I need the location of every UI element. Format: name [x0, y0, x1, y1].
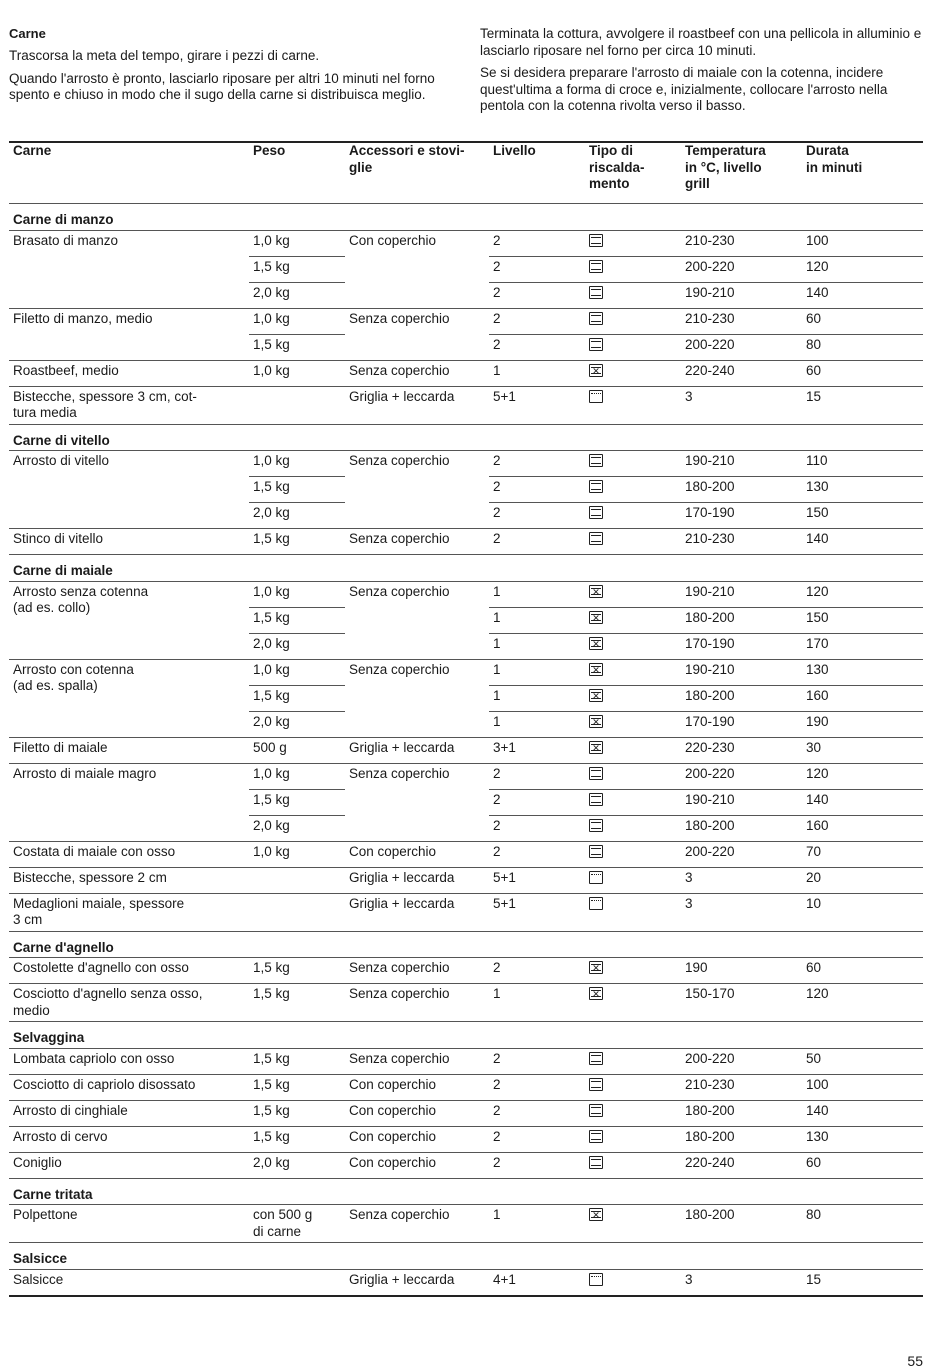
weight-cell: 1,5 kg [249, 256, 345, 282]
heating-cell [585, 789, 681, 815]
cut-name: Arrosto senza cotenna (ad es. collo) [9, 581, 249, 659]
cut-name: Salsicce [9, 1269, 249, 1296]
duration-cell: 20 [802, 867, 923, 893]
hot-air-grill-icon [589, 1208, 603, 1221]
temperature-cell: 190-210 [681, 451, 802, 477]
duration-cell: 130 [802, 477, 923, 503]
weight-cell: 1,5 kg [249, 1100, 345, 1126]
temperature-cell: 190-210 [681, 282, 802, 308]
weight-cell: 1,5 kg [249, 789, 345, 815]
section-row [9, 1178, 923, 1205]
accessory-cell: Senza coperchio [345, 659, 489, 737]
duration-cell: 60 [802, 958, 923, 984]
hot-air-grill-icon [589, 364, 603, 377]
duration-cell: 170 [802, 633, 923, 659]
temperature-cell: 180-200 [681, 685, 802, 711]
top-bottom-heat-icon [589, 1078, 603, 1091]
duration-cell: 120 [802, 984, 923, 1022]
section-title: Selvaggina [9, 1022, 923, 1049]
heating-cell [585, 1100, 681, 1126]
section-title: Carne tritata [9, 1178, 923, 1205]
cut-name: Brasato di manzo [9, 230, 249, 308]
accessory-cell: Senza coperchio [345, 451, 489, 529]
temperature-cell: 210-230 [681, 529, 802, 555]
intro-left-column [9, 26, 459, 110]
duration-cell: 110 [802, 451, 923, 477]
duration-cell: 15 [802, 386, 923, 424]
table-row [9, 1048, 923, 1074]
weight-cell: 2,0 kg [249, 633, 345, 659]
level-cell: 2 [489, 230, 585, 256]
table-row [9, 529, 923, 555]
level-cell: 2 [489, 841, 585, 867]
temperature-cell: 180-200 [681, 1100, 802, 1126]
weight-cell: 2,0 kg [249, 711, 345, 737]
intro-paragraph: Se si desidera preparare l'arrosto di maiale con la cotenna, incidere quest'ultima a forma di croce e, inizialmente, collocare l'arrosto nella pentola con la cotenna rivolta verso il basso. [480, 65, 888, 113]
heating-cell [585, 1048, 681, 1074]
heating-cell [585, 958, 681, 984]
page-number: 55 [907, 1353, 923, 1369]
top-bottom-heat-icon [589, 1052, 603, 1065]
duration-cell: 70 [802, 841, 923, 867]
temperature-cell: 150-170 [681, 984, 802, 1022]
top-bottom-heat-icon [589, 506, 603, 519]
heating-cell [585, 711, 681, 737]
temperature-cell: 220-240 [681, 1152, 802, 1178]
temperature-cell: 170-190 [681, 503, 802, 529]
table-row [9, 1126, 923, 1152]
hot-air-grill-icon [589, 585, 603, 598]
duration-cell: 80 [802, 334, 923, 360]
level-cell: 2 [489, 503, 585, 529]
level-cell: 2 [489, 1126, 585, 1152]
section-title: Carne di vitello [9, 424, 923, 451]
temperature-cell: 190 [681, 958, 802, 984]
cut-name: Roastbeef, medio [9, 360, 249, 386]
weight-cell: con 500 g di carne [249, 1205, 345, 1243]
duration-cell: 10 [802, 893, 923, 931]
accessory-cell: Senza coperchio [345, 763, 489, 841]
top-bottom-heat-icon [589, 454, 603, 467]
weight-cell: 1,5 kg [249, 477, 345, 503]
level-cell: 1 [489, 1205, 585, 1243]
cut-name: Arrosto con cotenna (ad es. spalla) [9, 659, 249, 737]
meat-cooking-table [9, 141, 923, 1297]
temperature-cell: 3 [681, 1269, 802, 1296]
level-cell: 2 [489, 308, 585, 334]
intro-text [9, 26, 931, 126]
level-cell: 2 [489, 256, 585, 282]
cut-name: Costolette d'agnello con osso [9, 958, 249, 984]
heating-cell [585, 386, 681, 424]
level-cell: 1 [489, 984, 585, 1022]
heating-cell [585, 659, 681, 685]
temperature-cell: 200-220 [681, 841, 802, 867]
cut-name: Arrosto di vitello [9, 451, 249, 529]
section-row [9, 1243, 923, 1270]
duration-cell: 120 [802, 256, 923, 282]
duration-cell: 50 [802, 1048, 923, 1074]
top-bottom-heat-icon [589, 845, 603, 858]
cut-name: Coniglio [9, 1152, 249, 1178]
header-livello: Livello [489, 142, 585, 204]
temperature-cell: 210-230 [681, 1074, 802, 1100]
table-row [9, 1074, 923, 1100]
heating-cell [585, 685, 681, 711]
weight-cell: 1,5 kg [249, 607, 345, 633]
weight-cell: 1,0 kg [249, 230, 345, 256]
temperature-cell: 180-200 [681, 815, 802, 841]
cut-name: Cosciotto di capriolo disossato [9, 1074, 249, 1100]
header-durata: Durata in minuti [802, 142, 923, 204]
heating-cell [585, 360, 681, 386]
top-bottom-heat-icon [589, 1156, 603, 1169]
weight-cell: 1,0 kg [249, 308, 345, 334]
temperature-cell: 190-210 [681, 581, 802, 607]
table-row [9, 451, 923, 477]
weight-cell [249, 386, 345, 424]
heating-cell [585, 815, 681, 841]
intro-paragraph: Quando l'arrosto è pronto, lasciarlo riposare per altri 10 minuti nel forno spento e chiuso in modo che il sugo della carne si distribuisca meglio. [9, 70, 435, 102]
table-row [9, 984, 923, 1022]
temperature-cell: 200-220 [681, 256, 802, 282]
level-cell: 2 [489, 451, 585, 477]
temperature-cell: 200-220 [681, 763, 802, 789]
level-cell: 1 [489, 711, 585, 737]
table-row [9, 737, 923, 763]
weight-cell: 1,5 kg [249, 334, 345, 360]
heating-cell [585, 867, 681, 893]
level-cell: 2 [489, 789, 585, 815]
weight-cell [249, 867, 345, 893]
accessory-cell: Senza coperchio [345, 529, 489, 555]
surface-grill-icon [589, 1273, 603, 1286]
intro-right-column [480, 26, 931, 121]
top-bottom-heat-icon [589, 312, 603, 325]
header-carne: Carne [9, 142, 249, 204]
section-title: Carne di manzo [9, 204, 923, 231]
table-row [9, 230, 923, 256]
duration-cell: 60 [802, 360, 923, 386]
cut-name: Cosciotto d'agnello senza osso, medio [9, 984, 249, 1022]
cut-name: Arrosto di cervo [9, 1126, 249, 1152]
heating-cell [585, 1269, 681, 1296]
weight-cell: 1,5 kg [249, 529, 345, 555]
table-row [9, 659, 923, 685]
temperature-cell: 220-240 [681, 360, 802, 386]
level-cell: 1 [489, 581, 585, 607]
accessory-cell: Con coperchio [345, 1126, 489, 1152]
table-row [9, 958, 923, 984]
table-row [9, 1152, 923, 1178]
accessory-cell: Senza coperchio [345, 581, 489, 659]
intro-paragraph: Terminata la cottura, avvolgere il roastbeef con una pellicola in alluminio e lasciarlo riposare nel forno per circa 10 minuti. [480, 26, 922, 58]
hot-air-grill-icon [589, 689, 603, 702]
level-cell: 2 [489, 282, 585, 308]
hot-air-grill-icon [589, 741, 603, 754]
temperature-cell: 210-230 [681, 230, 802, 256]
hot-air-grill-icon [589, 663, 603, 676]
heating-cell [585, 1074, 681, 1100]
weight-cell: 1,0 kg [249, 659, 345, 685]
accessory-cell: Griglia + leccarda [345, 893, 489, 931]
weight-cell: 1,5 kg [249, 1074, 345, 1100]
top-bottom-heat-icon [589, 286, 603, 299]
section-title: Carne di maiale [9, 555, 923, 582]
header-accessori: Accessori e stovi- glie [345, 142, 489, 204]
duration-cell: 120 [802, 763, 923, 789]
temperature-cell: 180-200 [681, 607, 802, 633]
cut-name: Filetto di manzo, medio [9, 308, 249, 360]
cut-name: Costata di maiale con osso [9, 841, 249, 867]
heating-cell [585, 841, 681, 867]
table-row [9, 360, 923, 386]
section-row [9, 1022, 923, 1049]
weight-cell: 2,0 kg [249, 282, 345, 308]
heating-cell [585, 308, 681, 334]
top-bottom-heat-icon [589, 1104, 603, 1117]
cut-name: Filetto di maiale [9, 737, 249, 763]
surface-grill-icon [589, 871, 603, 884]
table-row [9, 763, 923, 789]
weight-cell: 500 g [249, 737, 345, 763]
weight-cell: 1,5 kg [249, 685, 345, 711]
heating-cell [585, 1126, 681, 1152]
temperature-cell: 220-230 [681, 737, 802, 763]
heating-cell [585, 282, 681, 308]
heating-cell [585, 256, 681, 282]
accessory-cell: Griglia + leccarda [345, 1269, 489, 1296]
weight-cell: 1,0 kg [249, 451, 345, 477]
duration-cell: 140 [802, 529, 923, 555]
top-bottom-heat-icon [589, 793, 603, 806]
duration-cell: 30 [802, 737, 923, 763]
heating-cell [585, 529, 681, 555]
hot-air-grill-icon [589, 611, 603, 624]
header-peso: Peso [249, 142, 345, 204]
temperature-cell: 180-200 [681, 477, 802, 503]
duration-cell: 80 [802, 1205, 923, 1243]
hot-air-grill-icon [589, 961, 603, 974]
temperature-cell: 200-220 [681, 1048, 802, 1074]
weight-cell [249, 1269, 345, 1296]
level-cell: 1 [489, 360, 585, 386]
accessory-cell: Senza coperchio [345, 1048, 489, 1074]
temperature-cell: 190-210 [681, 659, 802, 685]
hot-air-grill-icon [589, 987, 603, 1000]
level-cell: 4+1 [489, 1269, 585, 1296]
section-row [9, 555, 923, 582]
weight-cell [249, 893, 345, 931]
weight-cell: 1,5 kg [249, 1126, 345, 1152]
weight-cell: 1,5 kg [249, 958, 345, 984]
duration-cell: 150 [802, 503, 923, 529]
section-row [9, 931, 923, 958]
temperature-cell: 3 [681, 386, 802, 424]
table-row [9, 308, 923, 334]
duration-cell: 100 [802, 1074, 923, 1100]
duration-cell: 190 [802, 711, 923, 737]
level-cell: 1 [489, 607, 585, 633]
accessory-cell: Con coperchio [345, 1074, 489, 1100]
hot-air-grill-icon [589, 715, 603, 728]
duration-cell: 130 [802, 659, 923, 685]
top-bottom-heat-icon [589, 767, 603, 780]
duration-cell: 60 [802, 308, 923, 334]
accessory-cell: Senza coperchio [345, 360, 489, 386]
intro-paragraph: Trascorsa la meta del tempo, girare i pezzi di carne. [9, 48, 320, 63]
duration-cell: 100 [802, 230, 923, 256]
section-title: Salsicce [9, 1243, 923, 1270]
accessory-cell: Senza coperchio [345, 308, 489, 360]
level-cell: 1 [489, 659, 585, 685]
section-row [9, 424, 923, 451]
heating-cell [585, 451, 681, 477]
level-cell: 2 [489, 529, 585, 555]
accessory-cell: Con coperchio [345, 841, 489, 867]
top-bottom-heat-icon [589, 480, 603, 493]
level-cell: 3+1 [489, 737, 585, 763]
level-cell: 1 [489, 685, 585, 711]
heating-cell [585, 1205, 681, 1243]
heating-cell [585, 763, 681, 789]
accessory-cell: Griglia + leccarda [345, 867, 489, 893]
accessory-cell: Senza coperchio [345, 984, 489, 1022]
temperature-cell: 3 [681, 867, 802, 893]
temperature-cell: 3 [681, 893, 802, 931]
section-row [9, 204, 923, 231]
temperature-cell: 180-200 [681, 1205, 802, 1243]
top-bottom-heat-icon [589, 234, 603, 247]
duration-cell: 150 [802, 607, 923, 633]
level-cell: 2 [489, 815, 585, 841]
level-cell: 2 [489, 958, 585, 984]
section-title: Carne d'agnello [9, 931, 923, 958]
accessory-cell: Griglia + leccarda [345, 386, 489, 424]
table-row [9, 867, 923, 893]
cut-name: Bistecche, spessore 3 cm, cot- tura media [9, 386, 249, 424]
heating-cell [585, 581, 681, 607]
duration-cell: 130 [802, 1126, 923, 1152]
temperature-cell: 170-190 [681, 633, 802, 659]
hot-air-grill-icon [589, 637, 603, 650]
top-bottom-heat-icon [589, 260, 603, 273]
table-row [9, 841, 923, 867]
level-cell: 2 [489, 1048, 585, 1074]
temperature-cell: 170-190 [681, 711, 802, 737]
accessory-cell: Senza coperchio [345, 958, 489, 984]
table-row [9, 1100, 923, 1126]
temperature-cell: 200-220 [681, 334, 802, 360]
cut-name: Lombata capriolo con osso [9, 1048, 249, 1074]
heating-cell [585, 633, 681, 659]
level-cell: 2 [489, 1152, 585, 1178]
top-bottom-heat-icon [589, 532, 603, 545]
heating-cell [585, 607, 681, 633]
level-cell: 1 [489, 633, 585, 659]
weight-cell: 2,0 kg [249, 503, 345, 529]
top-bottom-heat-icon [589, 1130, 603, 1143]
section-heading: Carne [9, 26, 46, 41]
top-bottom-heat-icon [589, 338, 603, 351]
level-cell: 5+1 [489, 893, 585, 931]
heating-cell [585, 984, 681, 1022]
cut-name: Stinco di vitello [9, 529, 249, 555]
cut-name: Polpettone [9, 1205, 249, 1243]
heating-cell [585, 893, 681, 931]
level-cell: 2 [489, 477, 585, 503]
duration-cell: 140 [802, 789, 923, 815]
duration-cell: 160 [802, 685, 923, 711]
heating-cell [585, 230, 681, 256]
weight-cell: 2,0 kg [249, 1152, 345, 1178]
accessory-cell: Con coperchio [345, 1100, 489, 1126]
surface-grill-icon [589, 390, 603, 403]
level-cell: 2 [489, 763, 585, 789]
duration-cell: 140 [802, 282, 923, 308]
temperature-cell: 180-200 [681, 1126, 802, 1152]
heating-cell [585, 737, 681, 763]
level-cell: 2 [489, 1074, 585, 1100]
duration-cell: 60 [802, 1152, 923, 1178]
top-bottom-heat-icon [589, 819, 603, 832]
accessory-cell: Con coperchio [345, 230, 489, 308]
level-cell: 2 [489, 1100, 585, 1126]
cut-name: Arrosto di cinghiale [9, 1100, 249, 1126]
level-cell: 5+1 [489, 867, 585, 893]
accessory-cell: Senza coperchio [345, 1205, 489, 1243]
table-row [9, 1205, 923, 1243]
table-header-row [9, 142, 923, 204]
accessory-cell: Griglia + leccarda [345, 737, 489, 763]
accessory-cell: Con coperchio [345, 1152, 489, 1178]
level-cell: 2 [489, 334, 585, 360]
heating-cell [585, 503, 681, 529]
table-row [9, 1269, 923, 1296]
weight-cell: 2,0 kg [249, 815, 345, 841]
header-riscaldamento: Tipo di riscalda- mento [585, 142, 681, 204]
cut-name: Bistecche, spessore 2 cm [9, 867, 249, 893]
cut-name: Medaglioni maiale, spessore 3 cm [9, 893, 249, 931]
weight-cell: 1,5 kg [249, 984, 345, 1022]
weight-cell: 1,0 kg [249, 763, 345, 789]
cut-name: Arrosto di maiale magro [9, 763, 249, 841]
duration-cell: 15 [802, 1269, 923, 1296]
duration-cell: 140 [802, 1100, 923, 1126]
weight-cell: 1,0 kg [249, 360, 345, 386]
temperature-cell: 210-230 [681, 308, 802, 334]
weight-cell: 1,0 kg [249, 581, 345, 607]
table-row [9, 893, 923, 931]
duration-cell: 120 [802, 581, 923, 607]
weight-cell: 1,5 kg [249, 1048, 345, 1074]
duration-cell: 160 [802, 815, 923, 841]
table-row [9, 581, 923, 607]
heating-cell [585, 477, 681, 503]
temperature-cell: 190-210 [681, 789, 802, 815]
table-row [9, 386, 923, 424]
heating-cell [585, 334, 681, 360]
weight-cell: 1,0 kg [249, 841, 345, 867]
level-cell: 5+1 [489, 386, 585, 424]
surface-grill-icon [589, 897, 603, 910]
header-temperatura: Temperatura in °C, livello grill [681, 142, 802, 204]
heating-cell [585, 1152, 681, 1178]
